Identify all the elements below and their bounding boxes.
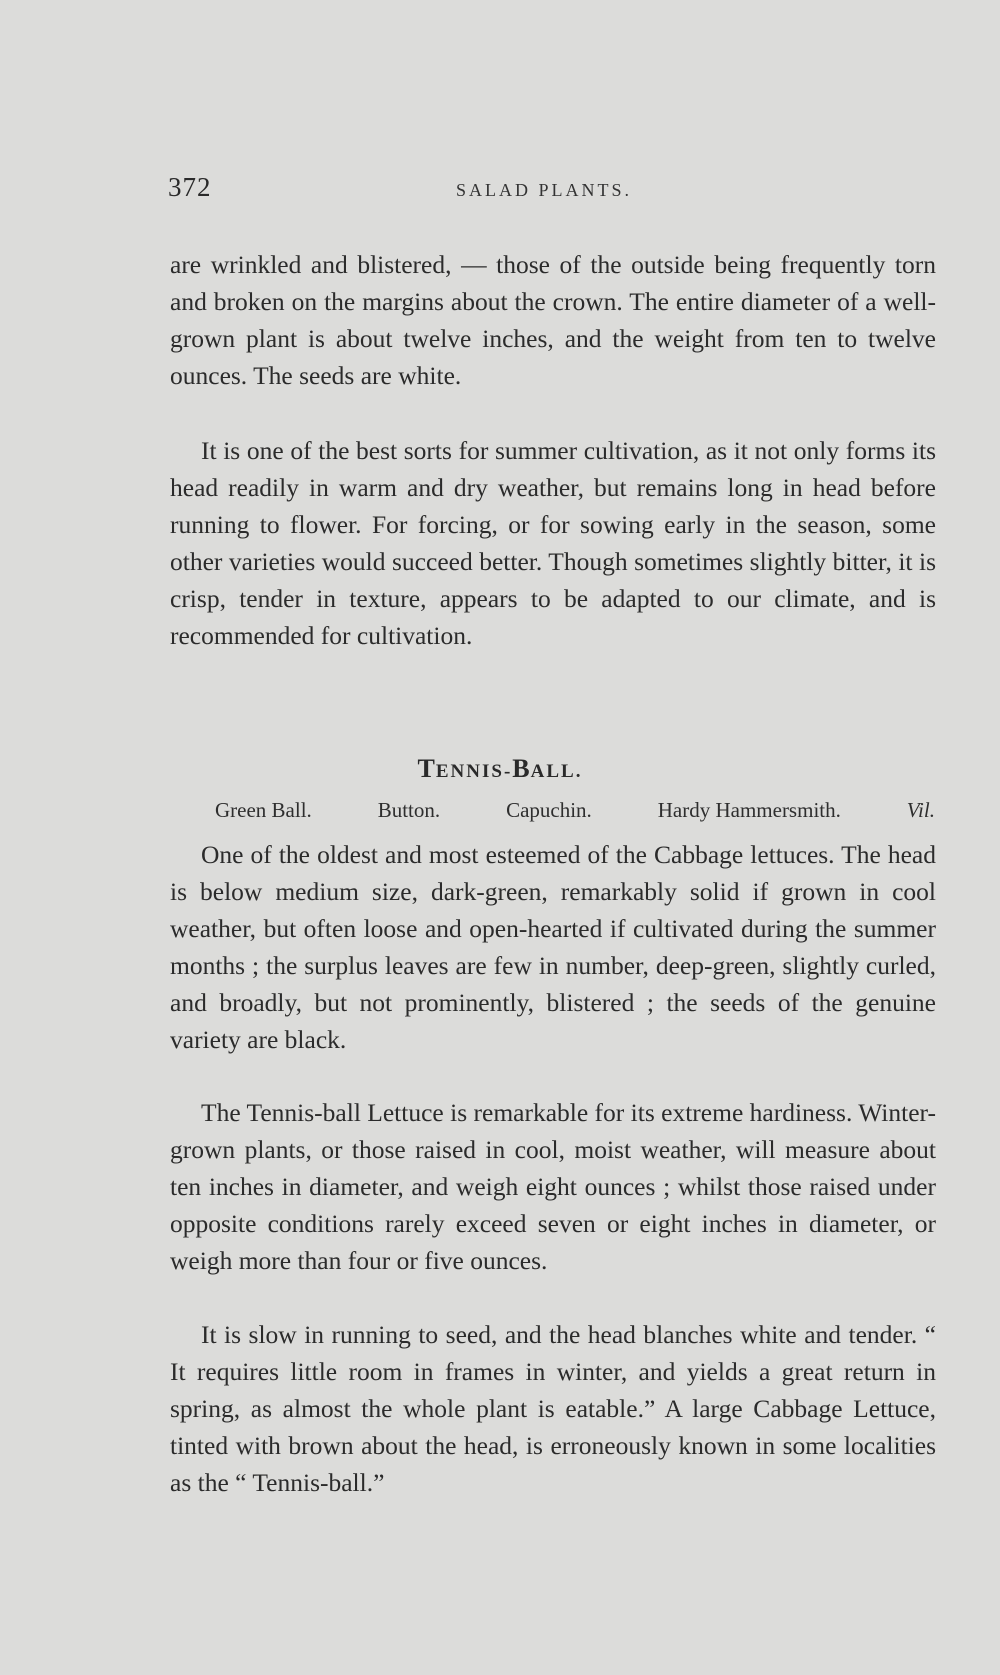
paragraph-text: One of the oldest and most esteemed of the Cabbage lettuces. The head is below medium size, dark-green, remarkably solid if grown in cool weather, but often loose and open-hearted if cultivated during the summer months ; the surplus leaves are few in number, deep-green, slightly curled, and broadly, but not prominently, blistered ; the seeds of the genuine variety are black. [170, 840, 936, 1054]
paragraph-text: It is one of the best sorts for summer cultivation, as it not only forms its head readily in warm and dry weather, but remains long in head before running to flower. For forcing, or for sowing early in the season, some other varieties would succeed better. Though sometimes slightly bitter, it is crisp, tender in texture, appears to be adapted to our climate, and is recommended for cultivation. [170, 436, 936, 650]
title-small-caps: ENNIS- [435, 761, 513, 782]
synonym: Capuchin. [506, 798, 592, 822]
synonym: Button. [377, 798, 441, 822]
synonym-source: Vil. [906, 798, 935, 822]
paragraph-continuation [170, 246, 936, 394]
paragraph-description [170, 836, 936, 1058]
title-initial: B [512, 754, 531, 783]
paragraph-text: are wrinkled and blistered, — those of the outside being frequently torn and broken on the margins about the crown. The entire diameter of a well-grown plant is about twelve inches, and the weight from ten to twelve ounces. The seeds are white. [170, 250, 936, 390]
paragraph-hardiness [170, 1094, 936, 1279]
synonym: Hardy Hammersmith. [657, 798, 841, 822]
paragraph-text: The Tennis-ball Lettuce is remarkable for its extreme hardiness. Winter-grown plants, or those raised in cool, moist weather, will measure about ten inches in diameter, and weigh eight ounces ; whilst those raised under opposite conditions rarely exceed seven or eight inches in diameter, or weigh more than four or five ounces. [170, 1098, 936, 1275]
paragraph-summer-cultivation [170, 432, 936, 654]
title-initial: T [417, 754, 436, 783]
running-head: SALAD PLANTS. [456, 180, 633, 200]
paragraph-text: It is slow in running to seed, and the head blanches white and tender. “ It requires little room in frames in winter, and yields a great return in spring, as almost the whole plant is eatable.” A large Cabbage Lettuce, tinted with brown about the head, is erroneously known in some localities as the “ Tennis-ball.” [170, 1320, 936, 1497]
synonyms-line [215, 798, 935, 823]
page-number: 372 [168, 172, 212, 202]
paragraph-seeding [170, 1316, 936, 1501]
section-title-tennis-ball [0, 754, 1000, 784]
title-small-caps: ALL. [530, 761, 583, 782]
synonym: Green Ball. [215, 798, 312, 822]
